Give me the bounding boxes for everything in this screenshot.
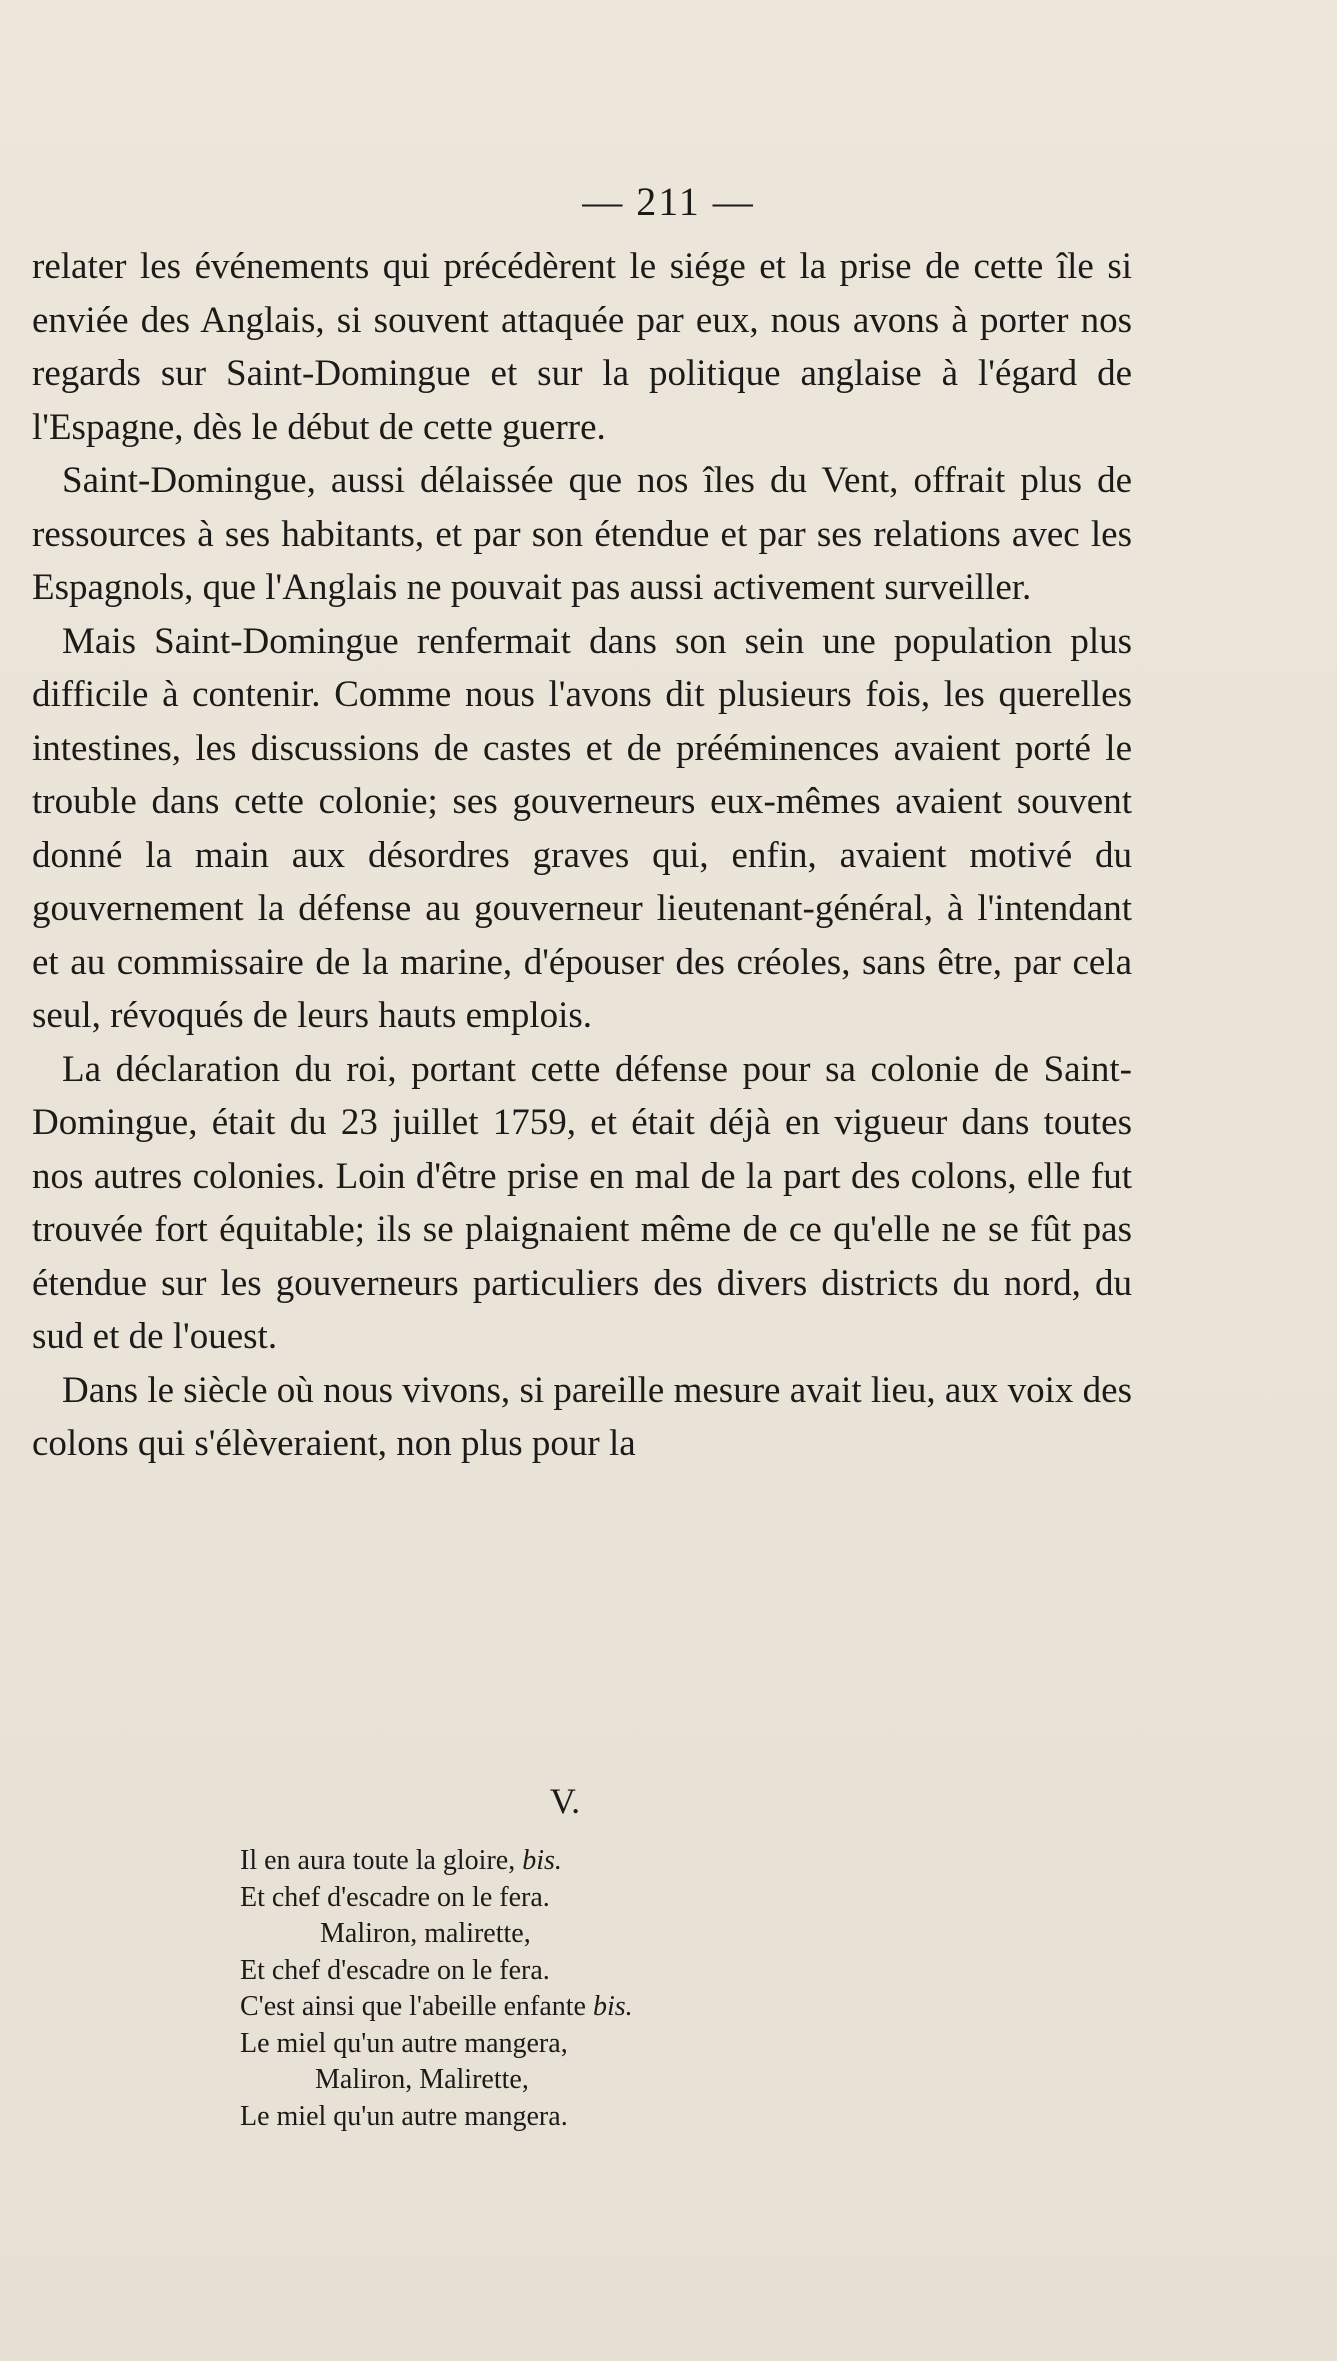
main-text: [32, 240, 1132, 1471]
paragraph-3: Mais Saint-Domingue renfermait dans son sein une population plus difficile à contenir. Comme nous l'avons dit plusieurs fois, les querelles intestines, les discussions de castes et de prééminences avaient porté le trouble dans cette colonie; ses gouverneurs eux-mêmes avaient souvent donné la main aux désordres graves qui, enfin, avaient motivé du gouvernement la défense au gouverneur lieutenant-général, à l'intendant et au commissaire de la marine, d'épouser des créoles, sans être, par cela seul, révoqués de leurs hauts emplois.: [32, 620, 1132, 1036]
note-section-mark: V.: [549, 1781, 581, 1821]
page-number: — 211 —: [582, 179, 755, 224]
verse-line: Et chef d'escadre on le fera.: [240, 1881, 550, 1913]
verse-line: Maliron, malirette,: [320, 1918, 531, 1949]
verse-line: Il en aura toute la gloire, bis.: [240, 1845, 562, 1876]
verse-line: Le miel qu'un autre mangera,: [240, 2027, 568, 2059]
verse-line: Le miel qu'un autre mangera.: [240, 2100, 568, 2132]
paragraph-5: Dans le siècle où nous vivons, si pareille mesure avait lieu, aux voix des colons qui s'élèveraient, non plus pour la: [32, 1369, 1132, 1464]
song-verse: [240, 1843, 633, 2135]
paragraph-1: relater les événements qui précédèrent le siége et la prise de cette île si enviée des Anglais, si souvent attaquée par eux, nous avons à porter nos regards sur Saint-Domingue et sur la politique anglaise à l'égard de l'Espagne, dès le début de cette guerre.: [32, 246, 1132, 448]
paragraph-4: La déclaration du roi, portant cette défense pour sa colonie de Saint-Domingue, était du 23 juillet 1759, et était déjà en vigueur dans toutes nos autres colonies. Loin d'être prise en mal de la part des colons, elle fut trouvée fort équitable; ils se plaignaient même de ce qu'elle ne se fût pas étendue sur les gouverneurs particuliers des divers districts du nord, du sud et de l'ouest.: [32, 1048, 1132, 1357]
paragraph-2: Saint-Domingue, aussi délaissée que nos îles du Vent, offrait plus de ressources à ses habitants, et par son étendue et par ses relations avec les Espagnols, que l'Anglais ne pouvait pas aussi activement surveiller.: [32, 460, 1132, 608]
verse-line: C'est ainsi que l'abeille enfante bis.: [240, 1991, 633, 2022]
verse-line: Maliron, Malirette,: [315, 2064, 529, 2095]
verse-line: Et chef d'escadre on le fera.: [240, 1954, 550, 1986]
